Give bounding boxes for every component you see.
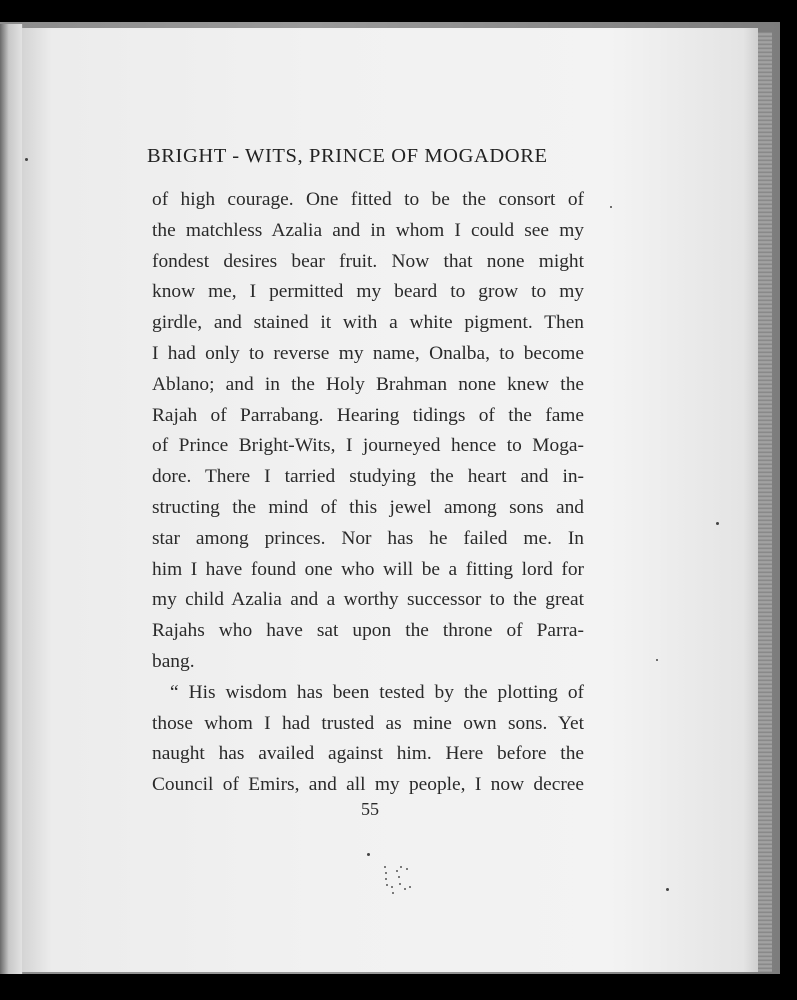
paper-speck <box>716 522 719 525</box>
text-line: of Prince Bright-Wits, I journeyed hence to Moga- <box>152 435 584 457</box>
stamp-mark <box>382 862 422 896</box>
paper-speck <box>656 659 658 661</box>
text-line: Council of Emirs, and all my people, I now decree <box>152 774 584 796</box>
text-line: the matchless Azalia and in whom I could see my <box>152 219 584 241</box>
text-line: structing the mind of this jewel among sons and <box>152 496 584 518</box>
paper-speck <box>25 158 28 161</box>
facing-page-edge <box>0 24 23 974</box>
body-text <box>152 185 584 801</box>
running-header: BRIGHT - WITS, PRINCE OF MOGADORE <box>147 145 548 167</box>
text-line: naught has availed against him. Here before the <box>152 743 584 765</box>
text-line: him I have found one who will be a fitting lord for <box>152 558 584 580</box>
page-number: 55 <box>361 799 379 819</box>
text-line: my child Azalia and a worthy successor to the great <box>152 589 584 611</box>
text-line: girdle, and stained it with a white pigment. Then <box>152 312 584 334</box>
text-line: I had only to reverse my name, Onalba, to become <box>152 342 584 364</box>
page-stack-edge <box>758 32 772 972</box>
text-line: dore. There I tarried studying the heart and in- <box>152 466 584 488</box>
paper-speck <box>610 206 612 208</box>
text-line: those whom I had trusted as mine own sons. Yet <box>152 712 584 734</box>
text-line: fondest desires bear fruit. Now that none might <box>152 250 584 272</box>
text-line: Rajahs who have sat upon the throne of Parra- <box>152 620 584 642</box>
text-line: “ His wisdom has been tested by the plotting of <box>170 681 584 703</box>
text-line: star among princes. Nor has he failed me. In <box>152 527 584 549</box>
paper-speck <box>666 888 669 891</box>
paper-speck <box>367 853 370 856</box>
text-line: bang. <box>152 650 195 672</box>
text-line: Ablano; and in the Holy Brahman none knew the <box>152 373 584 395</box>
text-line: Rajah of Parrabang. Hearing tidings of the fame <box>152 404 584 426</box>
text-line: know me, I permitted my beard to grow to my <box>152 281 584 303</box>
text-line: of high courage. One fitted to be the consort of <box>152 189 584 210</box>
